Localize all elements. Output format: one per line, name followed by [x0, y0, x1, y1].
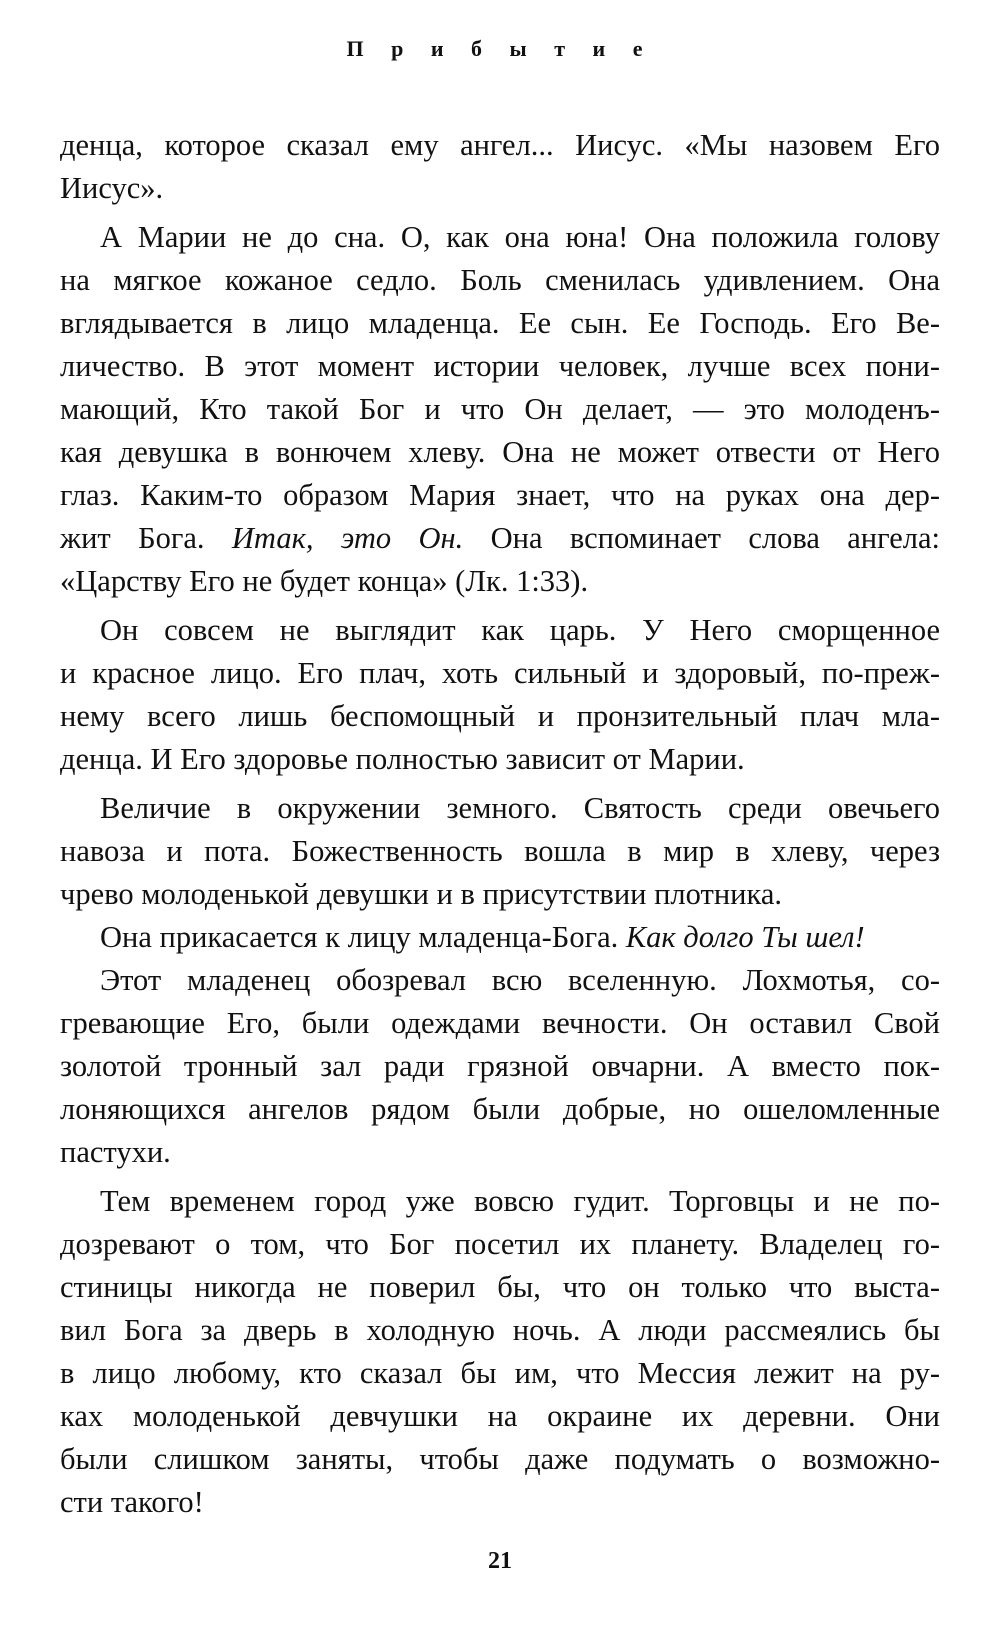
text-line: вил Бога за дверь в холодную ночь. А люди рассмеялись бы [60, 1313, 940, 1347]
italic-segment: Итак, это Он. [231, 521, 464, 555]
text-line: и красное лицо. Его плач, хоть сильный и здоровый, по-преж- [60, 656, 940, 690]
paragraph-first-line: А Марии не до сна. О, как она юна! Она положила голову [100, 220, 940, 254]
text-line: лоняющихся ангелов рядом были добрые, но ошеломленные [60, 1092, 940, 1126]
italic-segment: Как долго Ты шел! [625, 920, 865, 954]
text-segment: Она вспоминает слова ангела: [490, 521, 940, 555]
text-line: глаз. Каким-то образом Мария знает, что на руках она дер- [60, 478, 940, 512]
text-line: чрево молоденькой девушки и в присутствии плотника. [60, 877, 782, 911]
text-line: денца, которое сказал ему ангел... Иисус. «Мы назовем Его [60, 128, 940, 162]
paragraph-first-line: Величие в окружении земного. Святость среди овечьего [100, 791, 940, 825]
text-line: были слишком заняты, чтобы даже подумать о возможно- [60, 1442, 940, 1476]
text-line: в лицо любому, кто сказал бы им, что Мессия лежит на ру- [60, 1356, 940, 1390]
text-line: дозревают о том, что Бог посетил их планету. Владелец го- [60, 1227, 940, 1261]
running-head: П р и б ы т и е [346, 36, 654, 61]
text-line: денца. И Его здоровье полностью зависит от Марии. [60, 742, 745, 776]
text-line: Иисус». [60, 171, 164, 205]
text-line: навоза и пота. Божественность вошла в мир в хлеву, через [60, 834, 940, 868]
paragraph-first-line: Тем временем город уже вовсю гудит. Торговцы и не по- [100, 1184, 940, 1218]
text-line: кая девушка в вонючем хлеву. Она не может отвести от Него [60, 435, 940, 469]
text-line: вглядывается в лицо младенца. Ее сын. Ее Господь. Его Ве- [60, 306, 940, 340]
paragraph-first-line-mixed [60, 916, 940, 959]
text-line-mixed [60, 517, 940, 560]
text-line: пастухи. [60, 1135, 171, 1169]
text-line: гревающие Его, были одеждами вечности. Он оставил Свой [60, 1006, 940, 1040]
text-segment: Она прикасается к лицу младенца-Бога. [100, 920, 619, 954]
text-line: золотой тронный зал ради грязной овчарни. А вместо пок- [60, 1049, 940, 1083]
text-line: сти такого! [60, 1485, 204, 1519]
paragraph-first-line: Этот младенец обозревал всю вселенную. Лохмотья, со- [100, 963, 940, 997]
text-line: «Царству Его не будет конца» (Лк. 1:33). [60, 564, 589, 598]
text-line: ках молоденькой девчушки на окраине их деревни. Они [60, 1399, 940, 1433]
text-line: мающий, Кто такой Бог и что Он делает, — это молоденъ- [60, 392, 940, 426]
page-number: 21 [488, 1548, 512, 1574]
text-line: стиницы никогда не поверил бы, что он только что выста- [60, 1270, 940, 1304]
paragraph-first-line: Он совсем не выглядит как царь. У Него сморщенное [100, 613, 940, 647]
text-line: на мягкое кожаное седло. Боль сменилась удивлением. Она [60, 263, 940, 297]
text-line: личество. В этот момент истории человек, лучше всех пони- [60, 349, 940, 383]
text-line: нему всего лишь беспомощный и пронзительный плач мла- [60, 699, 940, 733]
text-segment: жит Бога. [60, 521, 205, 555]
body-text [60, 124, 940, 1524]
